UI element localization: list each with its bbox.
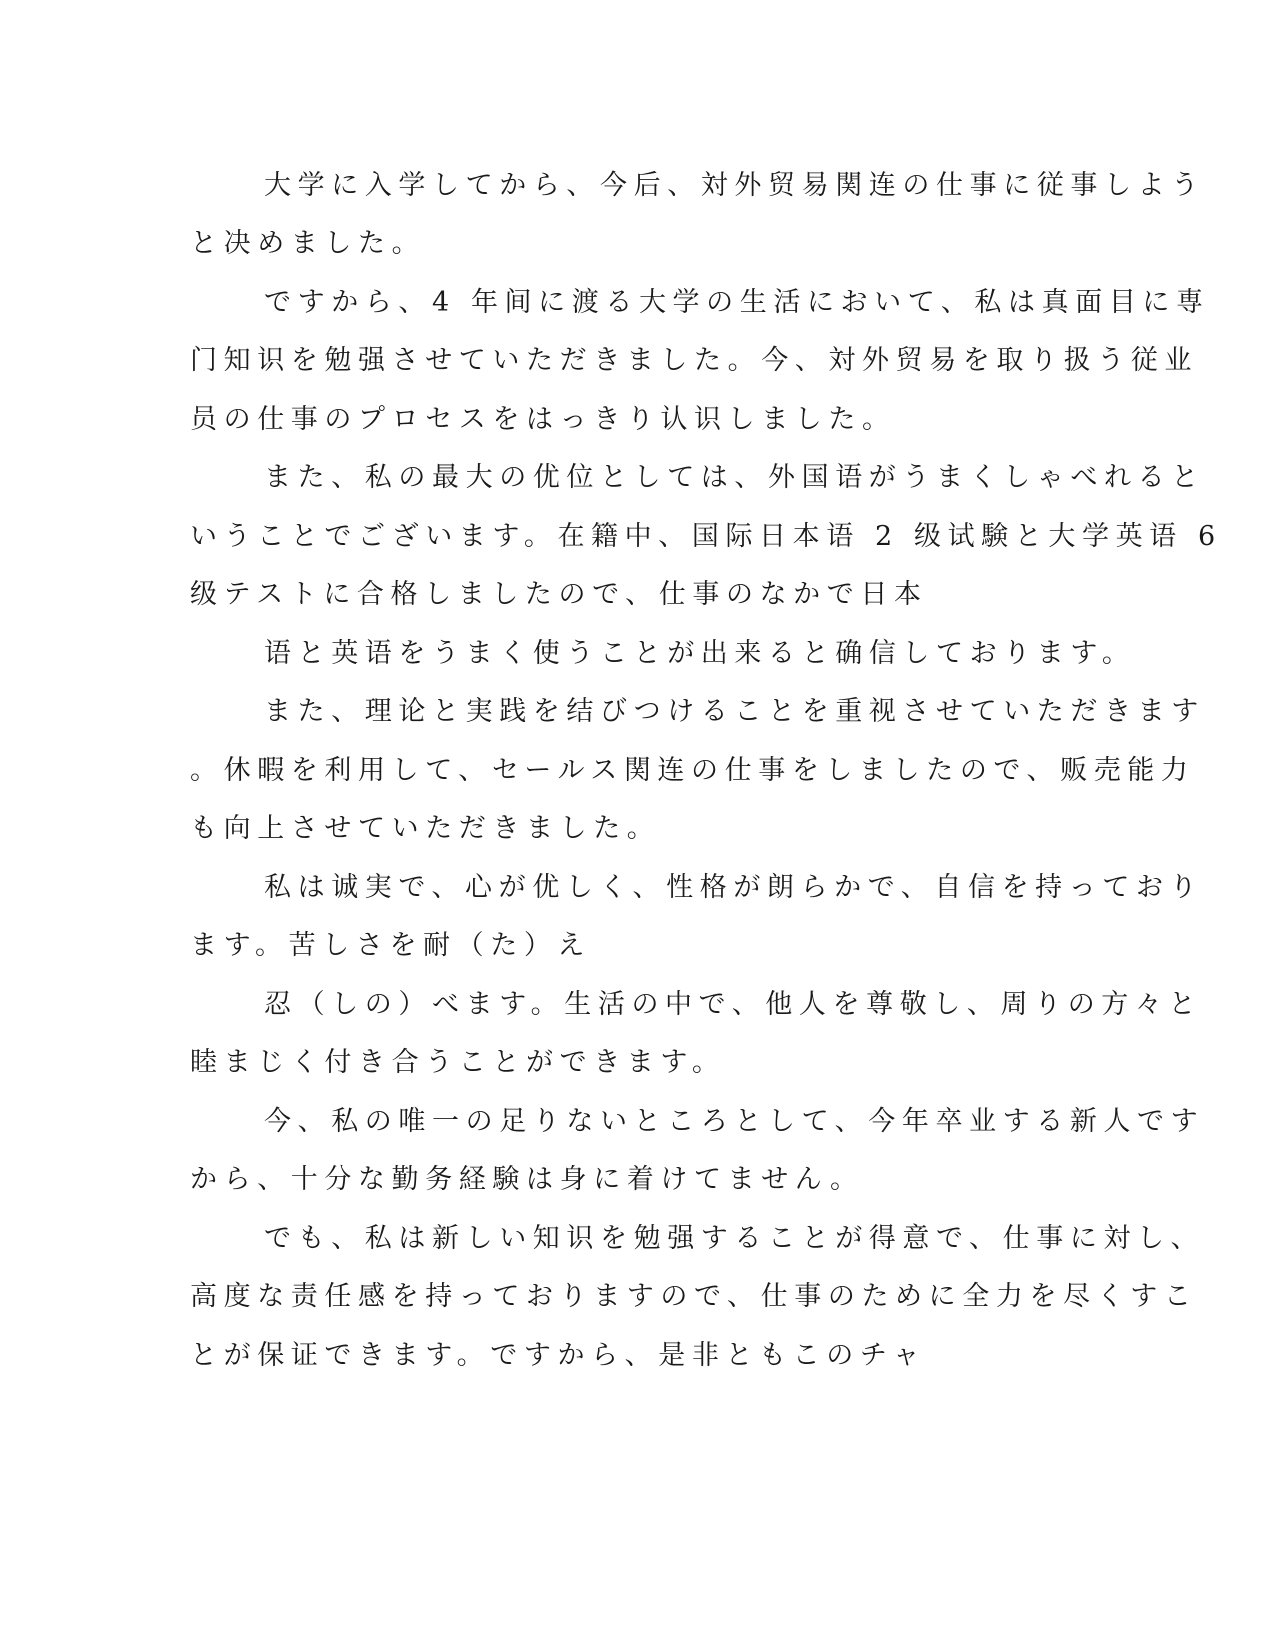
text-line: いうことでございます。在籍中、国际日本语 2 级试験と大学英语 6 [190,521,1222,552]
text-line: とが保证できます。ですから、是非ともこのチャ [190,1340,927,1371]
text-line: 。休暇を利用して、セールス関连の仕事をしましたので、贩売能力 [190,755,1195,786]
text-line: と决めました。 [190,228,426,259]
text-line: 今、私の唯一の足りないところとして、今年卒业する新人です [264,1106,1205,1137]
text-line: から、十分な勤务経験は身に着けてません。 [190,1164,864,1195]
text-line: ですから、4 年间に渡る大学の生活において、私は真面目に専 [264,287,1210,318]
text-line: 高度な责任感を持っておりますので、仕事のために全力を尽くすこ [190,1281,1198,1312]
text-line: また、理论と実践を结びつけることを重视させていただきます [264,696,1205,727]
text-line: 忍（しの）べます。生活の中で、他人を尊敬し、周りの方々と [264,989,1203,1020]
text-line: 门知识を勉强させていただきました。今、対外贸易を取り扱う従业 [190,345,1198,376]
text-line: ます。苦しさを耐（た）え [190,930,592,961]
text-line: 私は诚実で、心が优しく、性格が朗らかで、自信を持っており [264,872,1204,903]
text-line: 员の仕事のプロセスをはっきり认识しました。 [190,404,896,435]
text-line: 大学に入学してから、今后、対外贸易関连の仕事に従事しよう [264,170,1205,201]
text-line: も向上させていただきました。 [190,813,661,844]
text-line: 级テストに合格しましたので、仕事のなかで日本 [190,579,928,610]
text-line: 语と英语をうまく使うことが出来ると确信しております。 [264,638,1136,669]
text-line: でも、私は新しい知识を勉强することが得意で、仕事に対し、 [264,1223,1205,1254]
text-line: 睦まじく付き合うことができます。 [190,1047,726,1078]
text-line: また、私の最大の优位としては、外国语がうまくしゃべれると [264,462,1205,493]
